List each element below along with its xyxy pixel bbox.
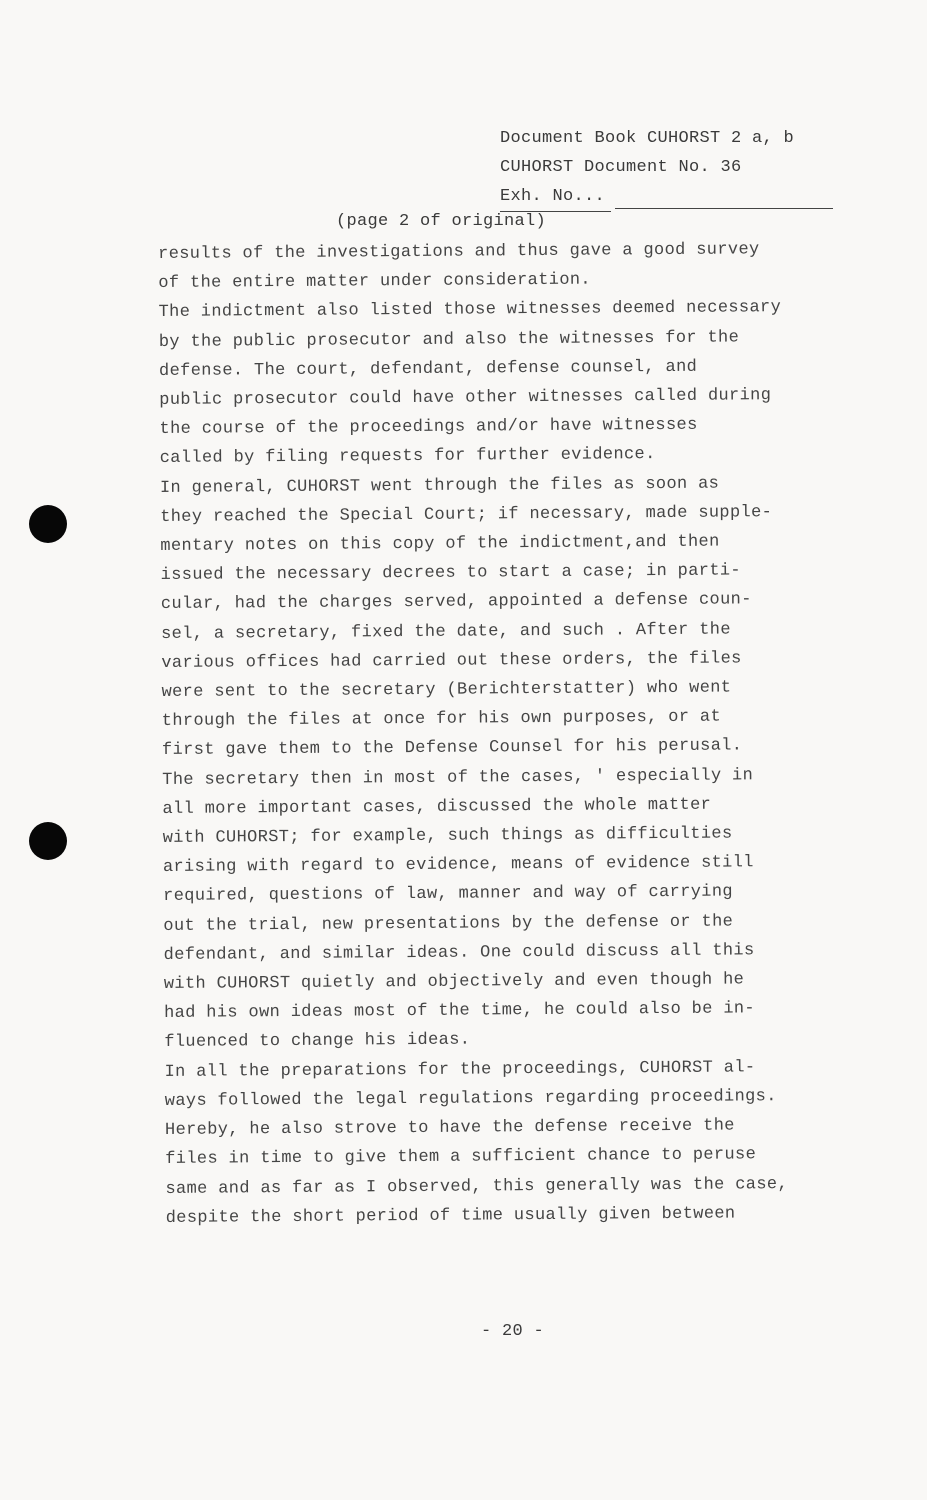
body-line: called by filing requests for further evidence.: [159, 445, 656, 469]
exhibit-line: [500, 182, 840, 212]
punch-hole-lower: [29, 822, 67, 860]
body-line: all more important cases, discussed the whole matter: [162, 795, 712, 819]
punch-hole-upper: [29, 505, 67, 543]
body-line: with CUHORST; for example, such things as difficulties: [162, 824, 733, 849]
document-book-line: Document Book CUHORST 2 a, b: [500, 129, 795, 148]
body-line: of the entire matter under consideration.: [158, 270, 592, 294]
body-line: public prosecutor could have other witnesses called during: [159, 386, 772, 411]
body-line: required, questions of law, manner and way of carrying: [163, 882, 734, 907]
body-line: arising with regard to evidence, means of evidence still: [162, 853, 754, 878]
body-line: files in time to give them a sufficient chance to peruse: [165, 1145, 757, 1170]
body-line: Hereby, he also strove to have the defense receive the: [164, 1116, 735, 1141]
document-header: [500, 124, 840, 212]
body-line: In all the preparations for the proceedings, CUHORST al-: [164, 1058, 756, 1082]
body-line: they reached the Special Court; if necessary, made supple-: [160, 503, 773, 527]
body-line: had his own ideas most of the time, he could also be in-: [164, 999, 756, 1024]
body-line: The indictment also listed those witnesses deemed necessary: [158, 298, 782, 323]
body-text: [158, 234, 876, 1232]
body-line: the course of the proceedings and/or have witnesses: [159, 415, 698, 440]
document-number-line: CUHORST Document No. 36: [500, 158, 742, 177]
body-line: defendant, and similar ideas. One could discuss all this: [163, 941, 755, 965]
body-line: defense. The court, defendant, defense counsel, and: [158, 357, 698, 381]
body-line: fluenced to change his ideas.: [164, 1031, 471, 1053]
body-line: out the trial, new presentations by the defense or the: [163, 912, 734, 936]
body-line: In general, CUHORST went through the files as soon as: [159, 474, 720, 498]
body-line: with CUHORST quietly and objectively and even though he: [163, 970, 745, 995]
body-line: issued the necessary decrees to start a case; in parti-: [160, 561, 742, 586]
page-number: - 20 -: [481, 1322, 545, 1341]
body-line: The secretary then in most of the cases, ' especially in: [162, 765, 754, 790]
body-line: ways followed the legal regulations regarding proceedings.: [164, 1087, 777, 1111]
body-line: first gave them to the Defense Counsel for his perusal.: [161, 736, 743, 761]
body-line: sel, a secretary, fixed the date, and such . After the: [161, 620, 731, 644]
body-line: same and as far as I observed, this generally was the case,: [165, 1174, 789, 1199]
body-line: cular, had the charges served, appointed a defense coun-: [160, 590, 752, 615]
body-line: were sent to the secretary (Berichterstatter) who went: [161, 678, 732, 703]
body-line: results of the investigations and thus gave a good survey: [158, 240, 760, 264]
body-line: by the public prosecutor and also the witnesses for the: [158, 328, 740, 352]
body-line: various offices had carried out these orders, the files: [161, 649, 742, 673]
body-line: despite the short period of time usually given between: [165, 1204, 736, 1228]
page-of-original-note: (page 2 of original): [336, 212, 547, 231]
body-line: mentary notes on this copy of the indictment,and then: [160, 532, 720, 557]
exhibit-number-label: Exh. No...: [500, 182, 611, 212]
exhibit-blank-rule: [615, 208, 833, 209]
body-line: through the files at once for his own purposes, or at: [161, 707, 722, 732]
